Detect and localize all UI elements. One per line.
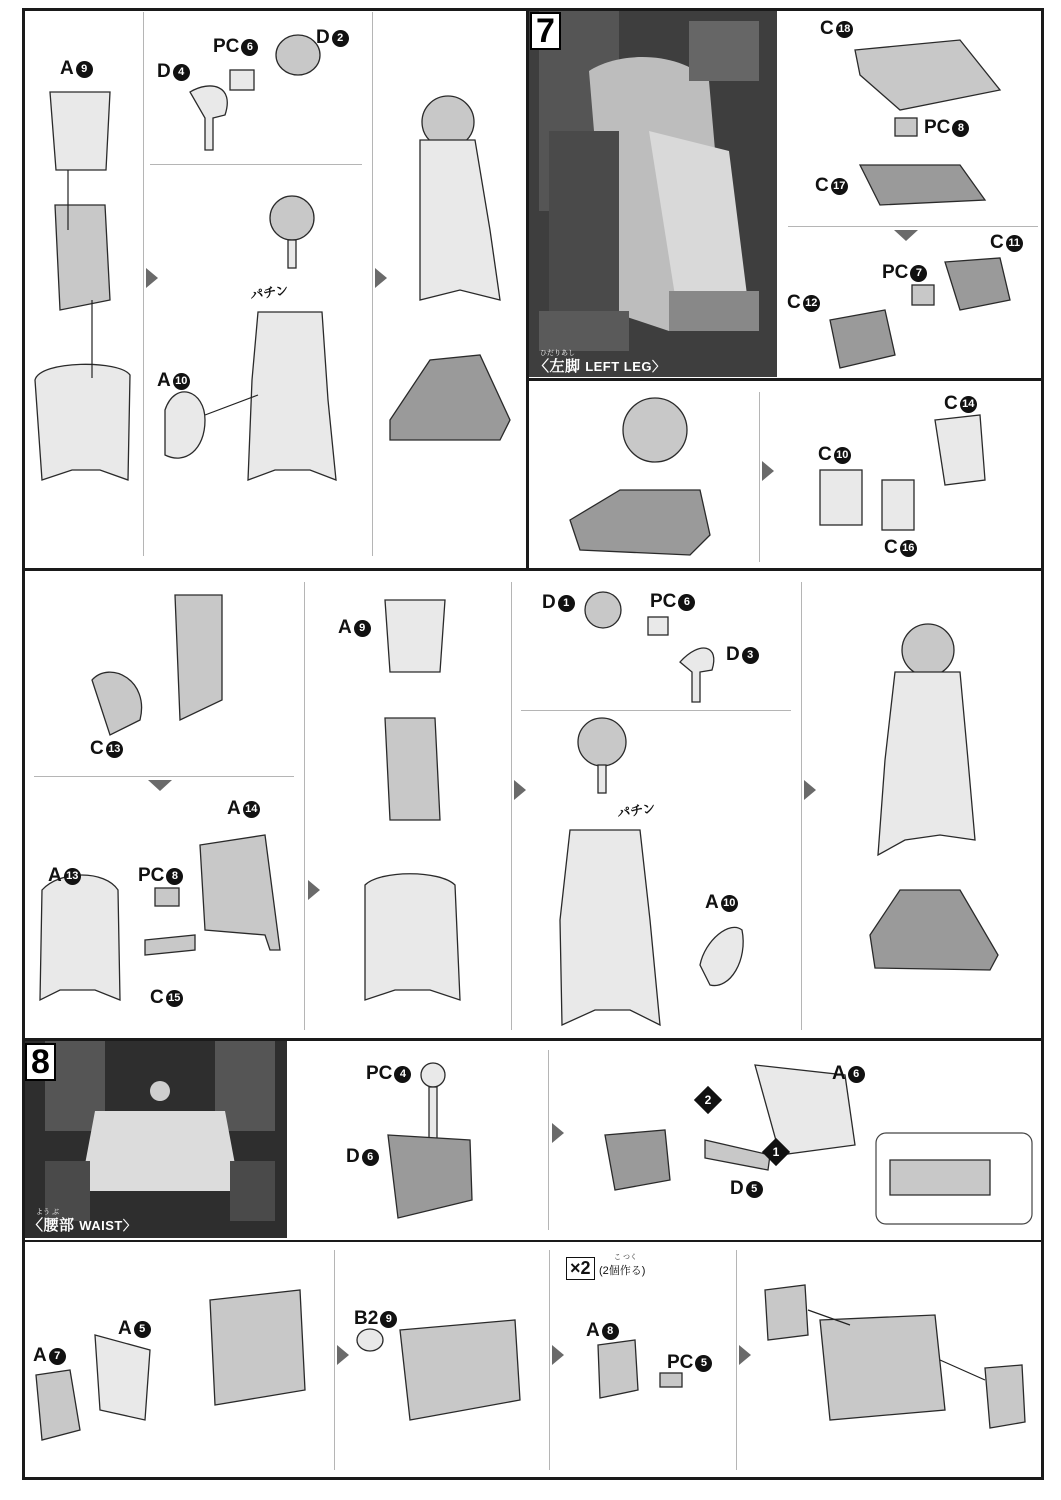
part-d3-arm [680, 648, 714, 702]
order-marker-first: 1 [762, 1138, 790, 1166]
label-d1: D 1 [542, 592, 575, 614]
part-a10-knee [165, 392, 205, 458]
part-ankle-frame [55, 205, 110, 310]
part-c11-joint [945, 258, 1010, 310]
part-c17-sole [860, 165, 985, 205]
label-c10: C 10 [818, 444, 851, 466]
label-c11: C 11 [990, 232, 1023, 254]
part-leg-assembly [248, 312, 336, 480]
step-7-ruby: ひだりあし [540, 350, 575, 357]
part-lower-leg [35, 364, 130, 480]
part-a13-shell [40, 875, 120, 1000]
part-c14-plate [935, 415, 985, 485]
label-c12: C 12 [787, 292, 820, 314]
multiplier-note: (2個作る) [599, 1265, 646, 1277]
label-d6: D 6 [346, 1146, 379, 1168]
label-c13: C 13 [90, 738, 123, 760]
label-a8: A 8 [586, 1320, 619, 1342]
label-a9-top: A 9 [60, 58, 93, 80]
label-pc6-mid: PC 6 [650, 591, 695, 613]
part-ball-joint [270, 196, 314, 240]
part-c16-block [882, 480, 914, 530]
part-c10-block [820, 470, 862, 525]
step-7-caption-en: LEFT LEG〉 [585, 359, 666, 374]
step-arrow-right [337, 1345, 349, 1365]
label-a7: A 7 [33, 1345, 66, 1367]
step-arrow-right [552, 1123, 564, 1143]
step-arrow-down [148, 780, 172, 791]
label-c17: C 17 [815, 175, 848, 197]
part-foot-base [570, 490, 710, 555]
part-a9-shell-mid [385, 600, 445, 672]
part-c15-joint [145, 935, 195, 955]
label-pc8-top: PC 8 [924, 117, 969, 139]
step-8-caption-jp: 〈腰部 [28, 1217, 75, 1234]
sound-snap-top: パチン [249, 282, 290, 303]
label-d4: D 4 [157, 61, 190, 83]
part-a7-armor [36, 1370, 80, 1440]
part-d5-shaft [705, 1140, 770, 1170]
step-7-number: 7 [530, 12, 561, 50]
step-8-caption-en: WAIST〉 [79, 1218, 137, 1233]
label-pc5: PC 5 [667, 1352, 712, 1374]
part-a5-armor [95, 1335, 150, 1420]
part-c12-ankle [830, 310, 895, 368]
label-a10-mid: A 10 [705, 892, 738, 914]
step-arrow-right [739, 1345, 751, 1365]
label-a9-mid: A 9 [338, 617, 371, 639]
part-c13-armor [92, 672, 142, 735]
part-leg-complete [420, 140, 500, 300]
part-leg-assembly-mid [560, 830, 660, 1025]
sound-snap-mid: パチン [616, 800, 657, 821]
order-marker-second: 2 [694, 1086, 722, 1114]
label-a13: A 13 [48, 865, 81, 887]
part-foot [390, 355, 510, 440]
part-d4-arm [190, 86, 227, 150]
part-a14-shell [200, 835, 280, 950]
step-arrow-right [552, 1345, 564, 1365]
part-a9-shell [50, 92, 110, 170]
multiplier-ruby: こ つく [614, 1254, 637, 1261]
step-arrow-right [146, 268, 158, 288]
label-d2: D 2 [316, 27, 349, 49]
label-pc8-mid: PC 8 [138, 865, 183, 887]
label-d3: D 3 [726, 644, 759, 666]
label-pc7: PC 7 [882, 262, 927, 284]
label-d5: D 5 [730, 1178, 763, 1200]
label-c16: C 16 [884, 537, 917, 559]
part-a8-piece [598, 1340, 638, 1398]
part-d2-joint [276, 35, 320, 75]
label-a14: A 14 [227, 798, 260, 820]
step-8-ruby: よう ぶ [36, 1209, 59, 1216]
step-arrow-right [514, 780, 526, 800]
multiplier-badge: ×2 [566, 1257, 595, 1280]
part-waist-complete [820, 1315, 945, 1420]
part-c18-cover [855, 40, 1000, 110]
part-foot-mid [870, 890, 998, 970]
label-c18: C 18 [820, 18, 853, 40]
label-c15: C 15 [150, 987, 183, 1009]
part-a10-knee-mid [700, 927, 743, 985]
part-knee-frame [175, 595, 222, 720]
step-8-number: 8 [25, 1043, 56, 1081]
step-arrow-right [375, 268, 387, 288]
part-lower-leg-mid [365, 874, 460, 1000]
part-ankle-ball [623, 398, 687, 462]
label-a5: A 5 [118, 1318, 151, 1340]
part-d6-block [388, 1135, 472, 1218]
part-b29-seal [357, 1329, 383, 1351]
label-a10-top: A 10 [157, 370, 190, 392]
part-waist-assembly [400, 1320, 520, 1420]
part-leg-complete-mid [878, 672, 975, 855]
label-pc6-top: PC 6 [213, 36, 258, 58]
step-arrow-right [308, 880, 320, 900]
part-pc6-cap [230, 70, 254, 90]
label-c14: C 14 [944, 393, 977, 415]
label-a6: A 6 [832, 1063, 865, 1085]
step-7-caption-jp: 〈左脚 [534, 358, 581, 375]
step-arrow-right [762, 461, 774, 481]
step-arrow-down [894, 230, 918, 241]
label-pc4: PC 4 [366, 1063, 411, 1085]
part-waist-core [210, 1290, 305, 1405]
label-b29: B2 9 [354, 1308, 397, 1330]
step-arrow-right [804, 780, 816, 800]
